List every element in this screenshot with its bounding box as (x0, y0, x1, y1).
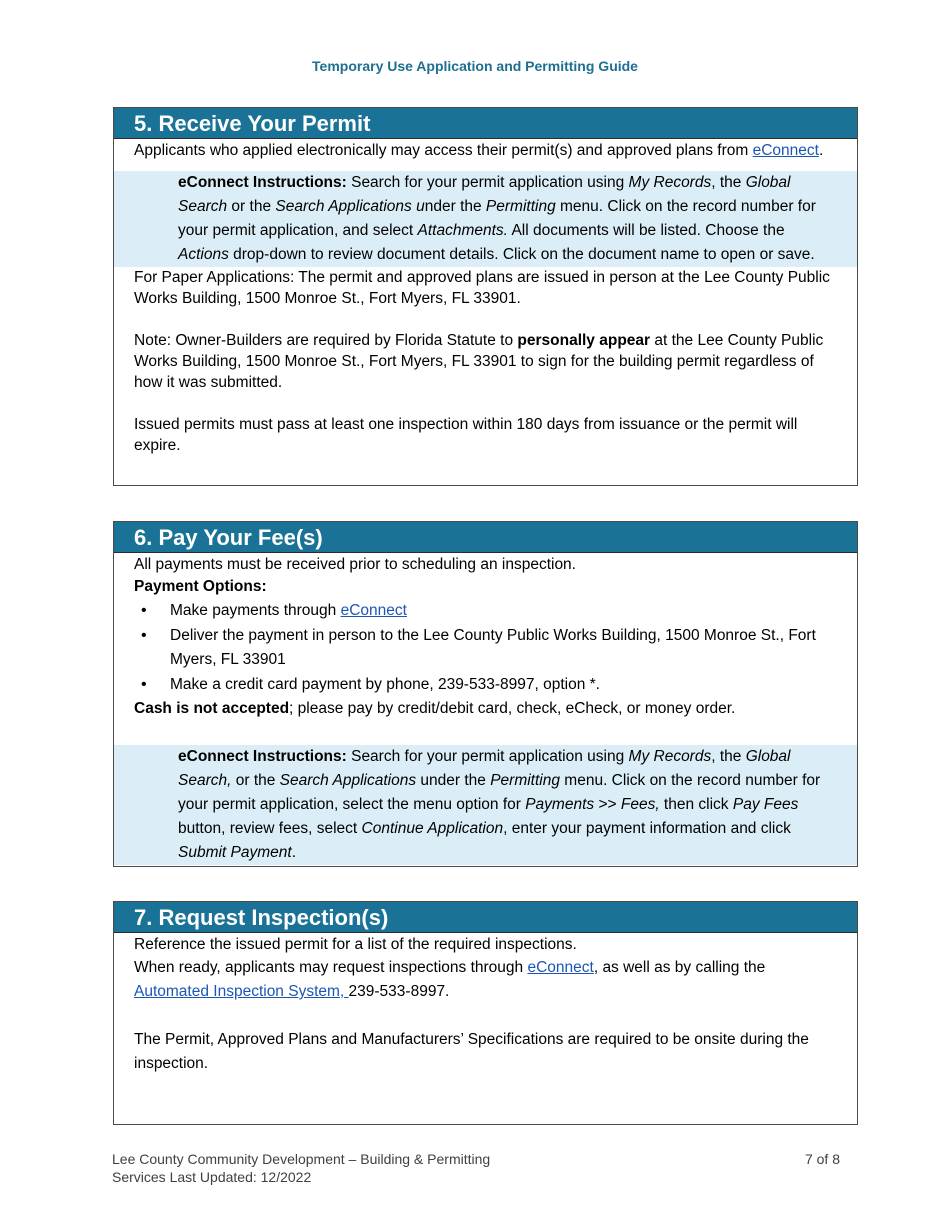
instr-label: eConnect Instructions: (178, 174, 347, 191)
instr-italic: Continue Application (361, 820, 504, 837)
instr-italic: Search Applications u (275, 198, 425, 215)
section-title-5: 5. Receive Your Permit (114, 108, 857, 139)
instr-italic: My Records (628, 174, 712, 191)
payment-options-list (114, 599, 857, 697)
note-bold: personally appear (517, 332, 651, 349)
cash-bold: Cash is not accepted (134, 700, 290, 717)
econnect-link[interactable]: eConnect (527, 959, 594, 976)
instr-italic: Global Search, (178, 748, 791, 789)
instr-text: under the (416, 772, 491, 789)
document-footer (112, 1150, 840, 1186)
footer-line-2: Services Last Updated: 12/2022 (112, 1169, 312, 1185)
s5-owner-builder-note (134, 330, 837, 393)
instr-text: , the (711, 174, 746, 191)
section-request-inspections (113, 901, 858, 1125)
bullet-text: Deliver the payment in person to the Lee County Public Works Building, 1500 Monroe St., Fort Myers, FL 33901 (170, 627, 816, 668)
instr-text: , the (711, 748, 746, 765)
list-item (114, 599, 857, 623)
instr-text: menu. Click on the record number for your permit application, select the menu option for (178, 772, 821, 813)
list-item (114, 624, 857, 672)
instr-italic: Search Applications (279, 772, 417, 789)
instr-italic: Global Search (178, 174, 791, 215)
footer-line-1: Lee County Community Development – Building & Permitting (112, 1151, 491, 1167)
econnect-instructions-box (114, 171, 857, 267)
instr-text: . (291, 844, 297, 861)
instr-text: All documents will be listed. Choose the (508, 222, 785, 239)
instr-italic: Fees, (620, 796, 660, 813)
s6-intro: All payments must be received prior to scheduling an inspection. (134, 556, 576, 573)
section-pay-fees (113, 521, 858, 867)
s5-intro-text: Applicants who applied electronically may access their permit(s) and approved plans from (134, 142, 753, 159)
instr-text: >> (594, 796, 621, 813)
econnect-link[interactable]: eConnect (752, 142, 819, 159)
instr-text: button, review fees, select (178, 820, 362, 837)
request-text: , as well as by calling the (593, 959, 766, 976)
inspection-phone: 239-533-8997. (348, 983, 450, 1000)
instr-text: then click (659, 796, 733, 813)
instr-text: Search for your permit application using (346, 174, 629, 191)
cash-text: ; please pay by credit/debit card, check, eCheck, or money order. (289, 700, 736, 717)
instr-label: eConnect Instructions: (178, 748, 347, 765)
page-number: 7 of 8 (804, 1151, 840, 1167)
instr-italic: Submit Payment (178, 844, 292, 861)
instr-text: , enter your payment information and click (503, 820, 791, 837)
s5-paper-applications: For Paper Applications: The permit and approved plans are issued in person at the Lee County Public Works Building, 1500 Monroe St., Fort Myers, FL 33901. (134, 269, 830, 307)
instr-text: or the (227, 198, 276, 215)
s7-onsite-requirement: The Permit, Approved Plans and Manufacturers’ Specifications are required to be onsite during the inspection. (134, 1031, 809, 1072)
instr-italic: Pay Fees (732, 796, 799, 813)
request-text: When ready, applicants may request inspections through (134, 959, 528, 976)
cash-not-accepted (134, 697, 837, 721)
instr-italic: Permitting (490, 772, 560, 789)
list-item (114, 673, 857, 697)
instr-text: Search for your permit application using (346, 748, 629, 765)
s7-request (134, 956, 837, 1004)
s5-issued-permits: Issued permits must pass at least one inspection within 180 days from issuance or the permit will expire. (134, 416, 798, 454)
s7-reference: Reference the issued permit for a list of the required inspections. (134, 936, 577, 953)
document-header: Temporary Use Application and Permitting Guide (312, 58, 638, 74)
payment-options-label (134, 576, 837, 598)
instr-text: drop-down to review document details. Click on the document name to open or save. (228, 246, 815, 263)
bullet-text: Make a credit card payment by phone, 239-533-8997, option *. (170, 676, 600, 693)
section-title-7: 7. Request Inspection(s) (114, 902, 857, 933)
section-receive-permit (113, 107, 858, 486)
note-text: at the Lee County Public Works Building, 1500 Monroe St., Fort Myers, FL 33901 to sign for the building permit regardless of how it was submitted. (134, 332, 824, 391)
section-title-6: 6. Pay Your Fee(s) (114, 522, 857, 553)
instr-text: menu. Click on the record number for your permit application, and select (178, 198, 816, 239)
automated-inspection-system-link[interactable]: Automated Inspection System, (134, 983, 349, 1000)
payment-options-heading: Payment Options: (134, 578, 267, 595)
instr-text: nder the (424, 198, 486, 215)
instr-text: or the (231, 772, 280, 789)
bullet-text: Make payments through (170, 602, 341, 619)
econnect-link[interactable]: eConnect (340, 602, 407, 619)
instr-italic: Payments (525, 796, 595, 813)
instr-italic: Actions (178, 246, 229, 263)
econnect-instructions-box (114, 745, 857, 865)
note-text: Note: Owner-Builders are required by Florida Statute to (134, 332, 518, 349)
s5-intro (134, 140, 837, 161)
instr-italic: Attachments. (417, 222, 508, 239)
instr-italic: My Records (628, 748, 712, 765)
instr-italic: Permitting (485, 198, 556, 215)
s5-intro-end: . (818, 142, 824, 159)
